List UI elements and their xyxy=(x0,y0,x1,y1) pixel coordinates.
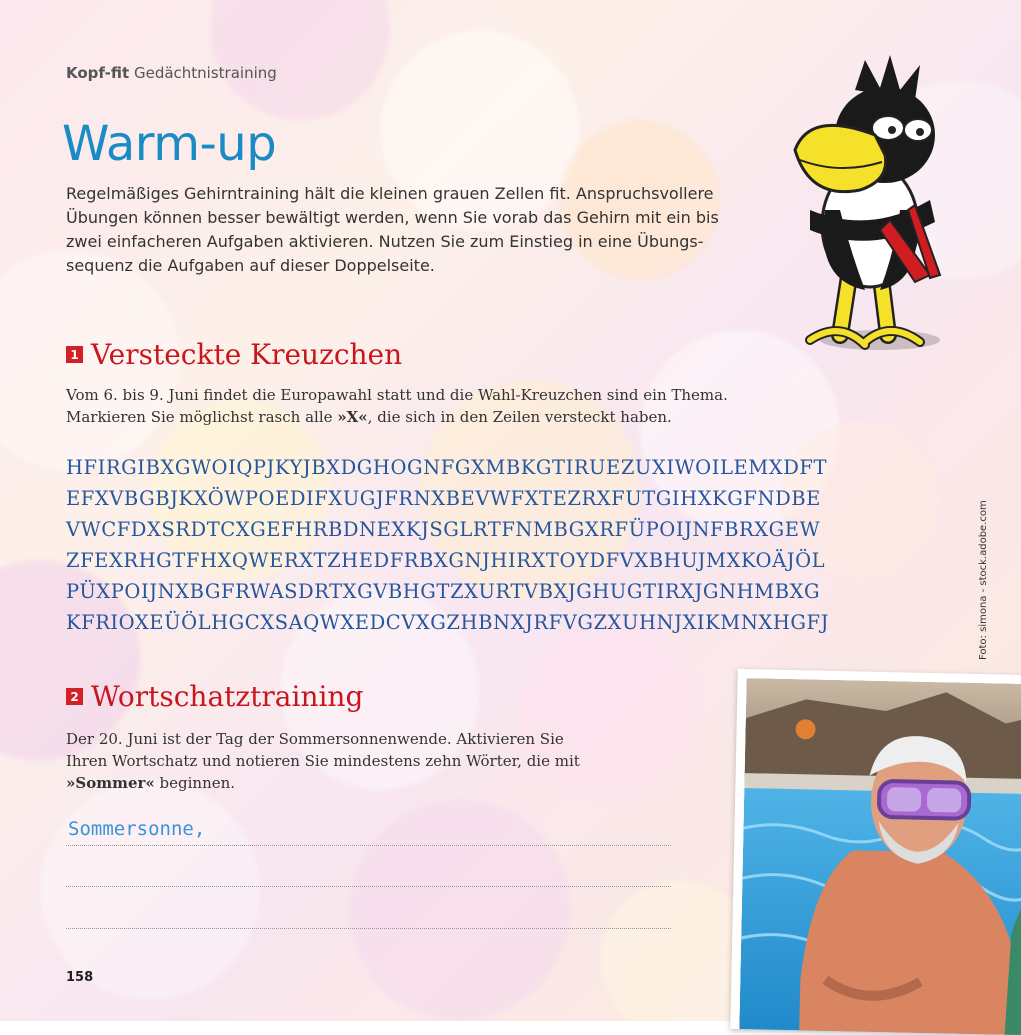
x-marker: »X« xyxy=(337,408,368,426)
puzzle-row[interactable]: EFXVBGBJKXÖWPOEDIFXUGJFRNXBEVWFXTEZRXFUTGIHXKGFNDBE xyxy=(66,487,821,510)
puzzle-row[interactable]: KFRIOXEÜÖLHGCXSAQWXEDCVXGZHBNXJRFVGZXUHNJXIKMNXHGFJ xyxy=(66,611,829,634)
section-2-number: 2 xyxy=(66,688,83,705)
puzzle-row[interactable]: ZFEXRHGTFHXQWERXTZHEDFRBXGNJHIRXTOYDFVXBHUJMXKOÄJÖL xyxy=(66,549,826,572)
page-number: 158 xyxy=(66,970,94,985)
section-2-text-line3: »Sommer« beginnen. xyxy=(66,774,236,792)
page-title: Warm-up xyxy=(62,116,277,172)
section-2-heading xyxy=(66,680,363,713)
answer-line-2[interactable] xyxy=(66,886,671,887)
section-1-title: Versteckte Kreuzchen xyxy=(91,338,403,371)
running-header xyxy=(66,64,277,82)
handwritten-example: Sommersonne, xyxy=(68,818,206,840)
puzzle-row[interactable]: VWCFDXSRDTCXGEFHRBDNEXKJSGLRTFNMBGXRFÜPOIJNFBRXGEW xyxy=(66,518,821,541)
section-1-instructions xyxy=(66,384,728,428)
answer-line-3[interactable] xyxy=(66,928,671,929)
answer-line-1[interactable] xyxy=(66,845,671,846)
puzzle-row[interactable]: PÜXPOIJNXBGFRWASDRTXGVBHGTZXURTVBXJGHUGTIRXJGNHMBXG xyxy=(66,580,821,603)
section-2-text-line2: Ihren Wortschatz und notieren Sie mindestens zehn Wörter, die mit xyxy=(66,752,580,770)
section-1-text-line1: Vom 6. bis 9. Juni findet die Europawahl statt und die Wahl-Kreuzchen sind ein Thema. xyxy=(66,386,728,404)
section-2-instructions xyxy=(66,728,580,794)
puzzle-row[interactable]: HFIRGIBXGWOIQPJKYJBXDGHOGNFGXMBKGTIRUEZUXIWOILEMXDFT xyxy=(66,456,828,479)
section-2-title: Wortschatztraining xyxy=(91,680,364,713)
section-1-text-line2: Markieren Sie möglichst rasch alle »X«, die sich in den Zeilen versteckt haben. xyxy=(66,408,672,426)
section-1-heading xyxy=(66,338,402,371)
raven-mascot-illustration xyxy=(770,50,960,370)
header-brand: Kopf-fit xyxy=(66,64,130,82)
section-1-number: 1 xyxy=(66,346,83,363)
intro-text: Regelmäßiges Gehirntraining hält die kleinen grauen Zellen fit. Anspruchsvollere Übungen können besser bewältigt werden, wenn Sie vorab das Gehirn mit ein bis zwei einfacheren Aufgaben aktivieren. Nutzen Sie zum Einstieg in eine Übungs-sequenz die Aufgaben auf dieser Doppelseite. xyxy=(66,184,719,275)
header-subtitle: Gedächtnistraining xyxy=(133,64,277,82)
letter-puzzle xyxy=(66,452,926,638)
pool-photo xyxy=(730,669,1021,1035)
photo-credit: Foto: simona - stock.adobe.com xyxy=(978,500,989,660)
section-2-text-line1: Der 20. Juni ist der Tag der Sommersonnenwende. Aktivieren Sie xyxy=(66,730,564,748)
